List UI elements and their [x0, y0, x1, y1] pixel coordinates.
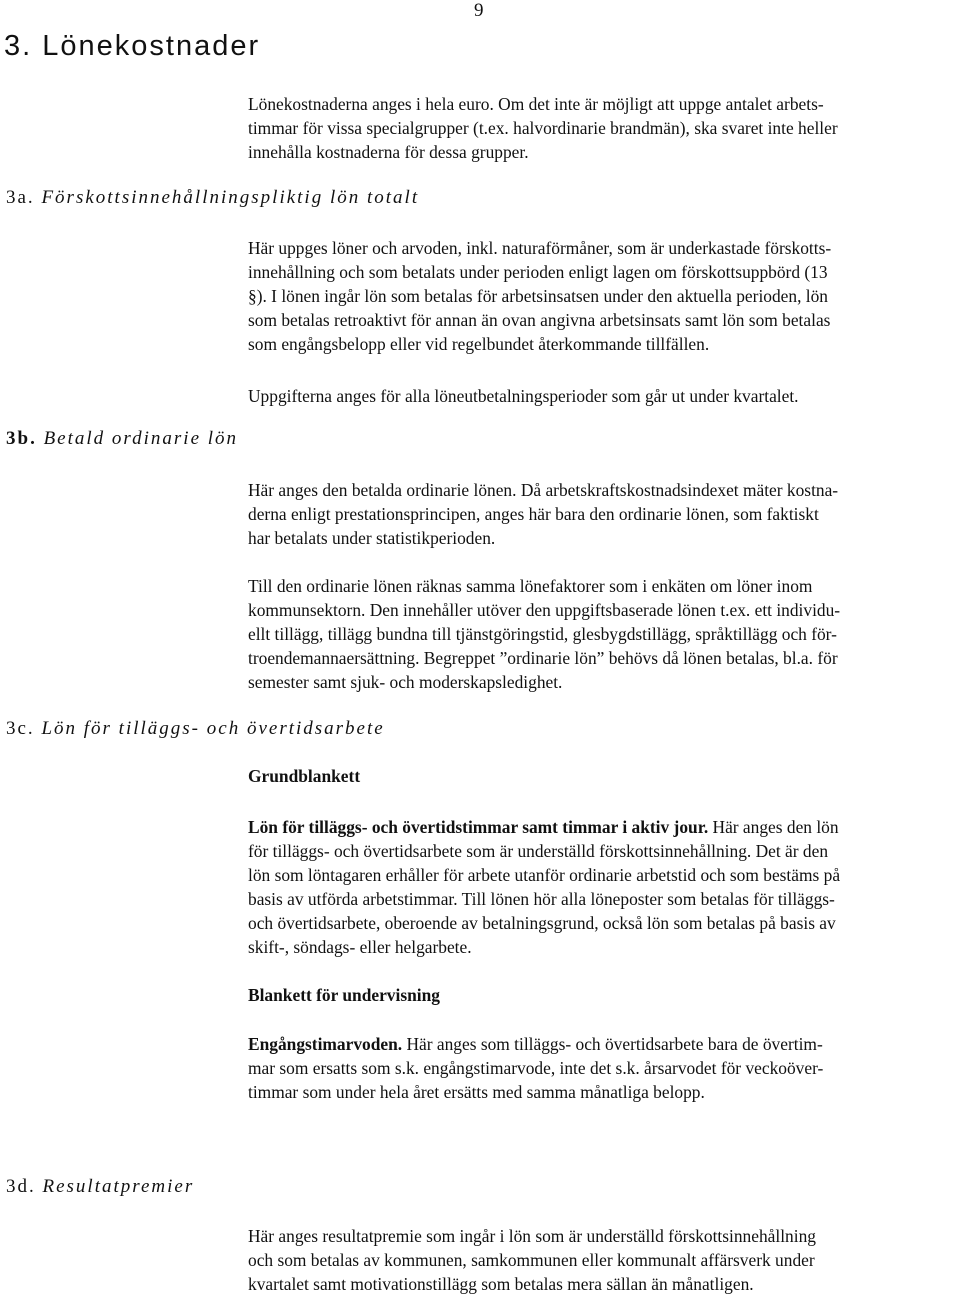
text-line: som betalas retroaktivt för annan än ovan angivna arbetsinsats samt lön som betalas — [248, 310, 831, 330]
section-3b-heading — [6, 428, 238, 450]
section-number: 3a. — [6, 187, 35, 208]
text-line: troendemannaersättning. Begreppet ”ordinarie lön” behövs då lönen betalas, bl.a. för — [248, 648, 838, 668]
text-line: Till den ordinarie lönen räknas samma lönefaktorer som i enkäten om löner inom — [248, 576, 813, 596]
section-heading-text: Resultatpremier — [35, 1176, 195, 1197]
section-3a-paragraph-1 — [248, 236, 960, 356]
text-line: Uppgifterna anges för alla löneutbetalningsperioder som går ut under kvartalet. — [248, 386, 799, 406]
text-line: mar som ersatts som s.k. engångstimarvode, inte det s.k. årsarvodet för veckoöver- — [248, 1058, 824, 1078]
text-line: Här uppges löner och arvoden, inkl. naturaförmåner, som är underkastade förskotts- — [248, 238, 832, 258]
text-line: derna enligt prestationsprincipen, anges här bara den ordinarie lönen, som faktiskt — [248, 504, 819, 524]
bold-lead: Lön för tilläggs- och övertidstimmar samt timmar i aktiv jour. — [248, 817, 709, 837]
text-line: ellt tillägg, tillägg bundna till tjänstgöringstid, glesbygdstillägg, språktillägg och för- — [248, 624, 837, 644]
text-line: timmar för vissa specialgrupper (t.ex. halvordinarie brandmän), ska svaret inte heller — [248, 118, 838, 138]
text-line: kvartalet samt motivationstillägg som betalas mera sällan än månatligen. — [248, 1274, 754, 1294]
text-line: semester samt sjuk- och moderskapsledighet. — [248, 672, 563, 692]
text-line: Här anges den betalda ordinarie lönen. Då arbetskraftskostnadsindexet mäter kostna- — [248, 480, 839, 500]
section-3a-heading — [6, 187, 419, 209]
section-number: 3d. — [6, 1176, 36, 1197]
text-line: kommunsektorn. Den innehåller utöver den uppgiftsbaserade lönen t.ex. ett individu- — [248, 600, 841, 620]
section-heading-text: Förskottsinnehållningspliktig lön totalt — [34, 187, 420, 208]
text-span: Här anges som tilläggs- och övertidsarbete bara de övertim- — [402, 1034, 823, 1054]
text-line: Här anges resultatpremie som ingår i lön som är underställd förskottsinnehållning — [248, 1226, 816, 1246]
section-3c-paragraph-1 — [248, 815, 960, 959]
text-line — [248, 815, 960, 839]
section-heading-text: Betald ordinarie lön — [36, 428, 239, 449]
section-3b-paragraph-1 — [248, 478, 960, 550]
text-line: basis av utförda arbetstimmar. Till lönen hör alla löneposter som betalas för tilläggs- — [248, 889, 835, 909]
section-3c-paragraph-2 — [248, 1032, 960, 1104]
text-line: lön som löntagaren erhåller för arbete utanför ordinarie arbetstid och som bestäms på — [248, 865, 841, 885]
section-number: 3b. — [6, 428, 37, 449]
section-3a-paragraph-2 — [248, 384, 960, 408]
text-line — [248, 1032, 960, 1056]
text-line: har betalats under statistikperioden. — [248, 528, 496, 548]
section-3d-heading — [6, 1176, 194, 1198]
text-line: Lönekostnaderna anges i hela euro. Om det inte är möjligt att uppge antalet arbets- — [248, 94, 824, 114]
section-3d-paragraph-1 — [248, 1224, 960, 1296]
page-title: 3. Lönekostnader — [4, 30, 261, 62]
blankett-undervisning-heading: Blankett för undervisning — [248, 985, 440, 1005]
text-line: för tilläggs- och övertidsarbete som är underställd förskottsinnehållning. Det är den — [248, 841, 829, 861]
text-line: och som betalas av kommunen, samkommunen eller kommunalt affärsverk under — [248, 1250, 815, 1270]
text-span: Här anges den lön — [708, 817, 839, 837]
text-line: timmar som under hela året ersätts med samma månatliga belopp. — [248, 1082, 705, 1102]
text-line: innehållning och som betalats under perioden enligt lagen om förskottsuppbörd (13 — [248, 262, 828, 282]
text-line: innehålla kostnaderna för dessa grupper. — [248, 142, 529, 162]
section-number: 3c. — [6, 718, 35, 739]
intro-paragraph — [248, 92, 960, 164]
section-3c-heading — [6, 718, 385, 740]
section-heading-text: Lön för tilläggs- och övertidsarbete — [34, 718, 385, 739]
section-3b-paragraph-2 — [248, 574, 960, 694]
page-number: 9 — [474, 0, 484, 21]
text-line: som engångsbelopp eller vid regelbundet återkommande tillfällen. — [248, 334, 710, 354]
bold-lead: Engångstimarvoden. — [248, 1034, 403, 1054]
text-line: skift-, söndags- eller helgarbete. — [248, 937, 472, 957]
text-line: §). I lönen ingår lön som betalas för arbetsinsatsen under den aktuella perioden, lön — [248, 286, 828, 306]
grundblankett-heading: Grundblankett — [248, 766, 361, 786]
text-line: och övertidsarbete, oberoende av betalningsgrund, också lön som betalas på basis av — [248, 913, 836, 933]
